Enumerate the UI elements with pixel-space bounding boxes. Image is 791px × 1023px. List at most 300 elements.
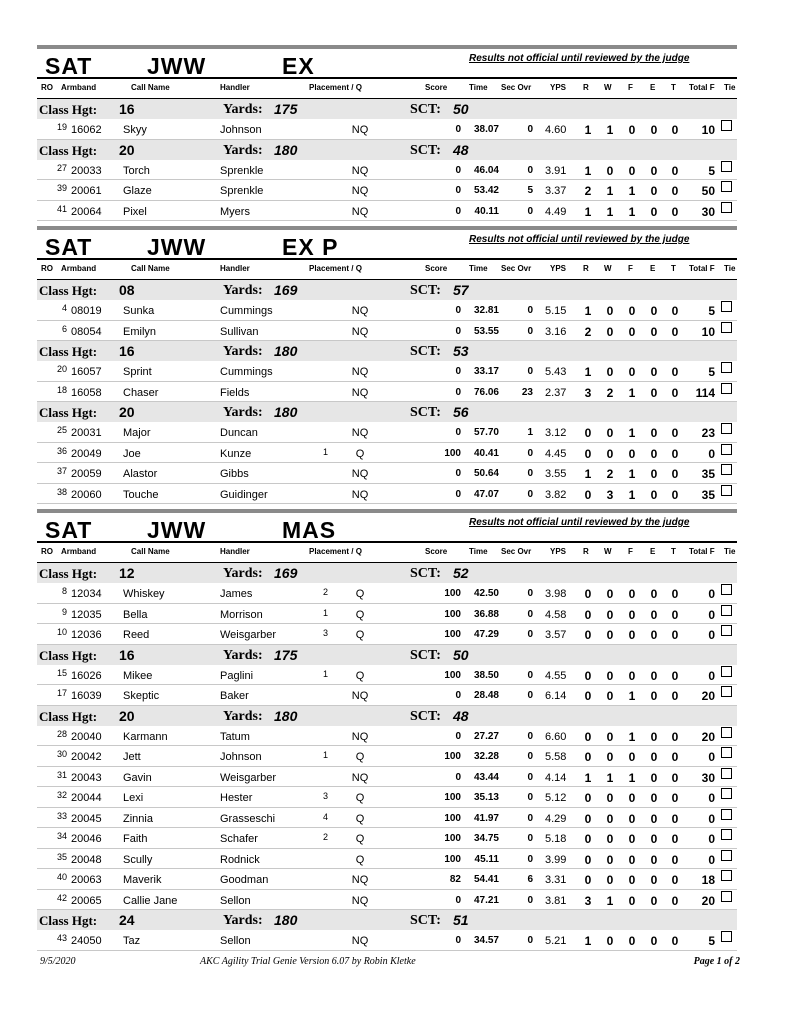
tie-checkbox[interactable]: [721, 747, 732, 758]
seconds-over: 0: [527, 488, 533, 500]
tie-checkbox[interactable]: [721, 584, 732, 595]
armband: 12034: [71, 588, 102, 600]
handler: Hester: [220, 792, 253, 804]
run-order: 42: [56, 892, 67, 903]
class-height-row: [37, 280, 737, 300]
table-faults: 0: [671, 811, 679, 826]
placement: 3: [323, 628, 329, 638]
fault-f: 0: [628, 123, 636, 137]
handler: Weisgarber: [220, 771, 277, 784]
yards-value: 180: [274, 707, 298, 724]
fault-f: 0: [628, 934, 636, 948]
column-header: T: [671, 547, 676, 556]
table-row: [37, 726, 737, 747]
call-name: Touche: [123, 488, 159, 501]
fault-f: 1: [628, 184, 636, 198]
time: 27.27: [473, 730, 499, 742]
qualifying-status: NQ: [351, 124, 369, 136]
yards-per-second: 4.29: [545, 812, 567, 825]
total-faults: 0: [708, 628, 715, 642]
column-header: Time: [469, 547, 488, 556]
handler: Myers: [220, 205, 250, 218]
yards-per-second: 3.37: [545, 185, 567, 197]
sct-value: 50: [453, 101, 469, 117]
column-header: R: [583, 264, 589, 273]
table-row: [37, 624, 737, 645]
fault-f: 0: [628, 852, 636, 867]
refusals: 0: [584, 689, 592, 703]
column-header: Handler: [220, 83, 250, 92]
yards-per-second: 2.37: [545, 386, 567, 399]
tie-checkbox[interactable]: [721, 931, 732, 942]
table-faults: 0: [671, 934, 679, 948]
tie-checkbox[interactable]: [721, 605, 732, 616]
tie-checkbox[interactable]: [721, 464, 732, 475]
yards-label: Yards:: [223, 142, 263, 158]
run-order: 8: [61, 586, 67, 596]
column-header: E: [650, 83, 656, 92]
eliminations: 0: [650, 893, 658, 908]
armband: 16058: [71, 386, 102, 399]
eliminations: 0: [650, 811, 658, 826]
score: 100: [444, 853, 461, 865]
seconds-over: 0: [527, 792, 533, 803]
total-faults: 0: [708, 587, 715, 601]
eliminations: 0: [650, 467, 658, 481]
tie-checkbox[interactable]: [721, 625, 732, 636]
score: 100: [444, 812, 461, 824]
run-order: 15: [56, 667, 67, 678]
class-section: [37, 226, 737, 509]
column-header: Score: [425, 83, 448, 92]
column-header: T: [671, 264, 676, 273]
wrong-courses: 0: [606, 365, 614, 379]
time: 57.70: [473, 427, 499, 438]
run-order: 41: [56, 203, 67, 214]
handler: Grasseschi: [220, 812, 276, 825]
run-order: 6: [61, 323, 67, 334]
footer-version: AKC Agility Trial Genie Version 6.07 by Robin Kletke: [200, 956, 416, 967]
time: 43.44: [473, 771, 499, 783]
score: 100: [444, 792, 461, 803]
column-header: Score: [425, 547, 448, 556]
total-faults: 10: [701, 123, 715, 137]
table-faults: 0: [671, 204, 679, 219]
table-row: [37, 808, 737, 829]
qualifying-status: NQ: [351, 325, 369, 338]
armband: 20059: [71, 468, 102, 480]
class-height-value: 16: [119, 101, 135, 117]
tie-checkbox[interactable]: [721, 301, 732, 312]
score: 0: [455, 366, 461, 377]
tie-checkbox[interactable]: [721, 362, 732, 373]
class-height-row: [37, 341, 737, 361]
tie-checkbox[interactable]: [721, 181, 732, 192]
refusals: 0: [584, 487, 592, 502]
seconds-over: 0: [527, 468, 533, 479]
tie-checkbox[interactable]: [721, 850, 732, 861]
yards-per-second: 4.49: [545, 205, 567, 218]
score: 100: [444, 608, 461, 620]
refusals: 0: [584, 811, 592, 826]
class-name: JWW: [147, 53, 207, 79]
wrong-courses: 1: [606, 893, 614, 908]
class-height-label: Class Hgt:: [39, 344, 98, 359]
yards-per-second: 5.58: [545, 751, 567, 763]
yards-label: Yards:: [223, 647, 263, 663]
class-height-value: 16: [119, 646, 135, 663]
qualifying-status: Q: [355, 669, 365, 682]
fault-f: 0: [628, 668, 636, 683]
seconds-over: 0: [527, 771, 533, 783]
sct-label: SCT:: [410, 913, 441, 928]
column-header: Total F: [689, 547, 715, 556]
eliminations: 0: [650, 324, 658, 339]
armband: 16039: [71, 690, 102, 702]
sct-label: SCT:: [410, 142, 441, 158]
sct-value: 51: [453, 912, 469, 928]
column-header: T: [671, 83, 676, 92]
placement: 2: [323, 587, 329, 597]
tie-checkbox[interactable]: [721, 202, 732, 213]
table-faults: 0: [671, 852, 679, 867]
call-name: Glaze: [123, 185, 152, 197]
armband: 16026: [71, 669, 102, 682]
yards-label: Yards:: [223, 102, 263, 117]
column-header: Placement / Q: [309, 547, 362, 556]
class-height-value: 20: [119, 404, 135, 420]
section-divider: [37, 509, 737, 513]
tie-checkbox[interactable]: [721, 809, 732, 820]
time: 32.28: [473, 751, 499, 762]
run-order: 31: [56, 769, 67, 780]
table-faults: 0: [671, 426, 679, 440]
eliminations: 0: [650, 791, 658, 805]
seconds-over: 1: [527, 427, 533, 438]
refusals: 0: [584, 832, 592, 846]
table-faults: 0: [671, 832, 679, 846]
class-height-label: Class Hgt:: [39, 566, 98, 581]
tie-checkbox[interactable]: [721, 788, 732, 799]
section-header: [37, 515, 737, 541]
qualifying-status: Q: [355, 447, 365, 460]
section-divider: [37, 45, 737, 49]
wrong-courses: 1: [606, 770, 614, 785]
qualifying-status: NQ: [351, 205, 369, 218]
call-name: Mikee: [123, 669, 153, 682]
wrong-courses: 0: [606, 750, 614, 764]
column-header: Armband: [61, 83, 97, 92]
armband: 20042: [71, 751, 102, 763]
armband: 20045: [71, 812, 102, 825]
fault-f: 0: [628, 607, 636, 622]
tie-checkbox[interactable]: [721, 727, 732, 738]
table-row: [37, 180, 737, 201]
handler: Baker: [220, 690, 249, 702]
eliminations: 0: [650, 607, 658, 622]
fault-f: 1: [628, 426, 636, 440]
time: 34.57: [473, 935, 499, 946]
total-faults: 0: [708, 607, 715, 622]
total-faults: 0: [708, 750, 715, 764]
qualifying-status: Q: [355, 792, 365, 804]
armband: 20046: [71, 833, 102, 845]
call-name: Whiskey: [123, 588, 165, 600]
eliminations: 0: [650, 426, 658, 440]
column-header-row: [37, 541, 737, 563]
qualifying-status: NQ: [351, 730, 369, 743]
time: 47.07: [473, 488, 499, 500]
handler: Cummings: [220, 305, 273, 317]
qualifying-status: NQ: [351, 305, 369, 317]
class-height-row: [37, 910, 737, 930]
trial-day: SAT: [45, 53, 93, 79]
time: 40.11: [474, 205, 499, 217]
table-row: [37, 930, 737, 951]
table-row: [37, 484, 737, 505]
fault-f: 0: [628, 324, 636, 339]
score: 0: [455, 185, 461, 196]
class-height-value: 08: [119, 282, 135, 298]
column-header: RO: [41, 83, 53, 92]
wrong-courses: 0: [606, 587, 614, 601]
table-faults: 0: [671, 587, 679, 601]
fault-f: 0: [628, 832, 636, 846]
table-row: [37, 321, 737, 342]
tie-checkbox[interactable]: [721, 383, 732, 394]
class-height-row: [37, 402, 737, 422]
time: 47.29: [473, 629, 499, 640]
handler: Weisgarber: [220, 629, 277, 641]
refusals: 0: [584, 426, 592, 440]
armband: 20064: [71, 205, 102, 218]
class-height-value: 20: [119, 707, 135, 724]
column-header: W: [604, 547, 612, 556]
refusals: 0: [584, 729, 592, 744]
tie-checkbox[interactable]: [721, 768, 732, 779]
call-name: Reed: [123, 629, 150, 641]
fault-f: 1: [628, 467, 636, 481]
table-faults: 0: [671, 365, 679, 379]
class-section: [37, 45, 737, 226]
handler: Sprenkle: [220, 185, 264, 197]
table-row: [37, 300, 737, 321]
handler: Duncan: [220, 427, 258, 439]
column-header: Sec Ovr: [501, 264, 532, 273]
call-name: Skyy: [123, 124, 147, 136]
table-faults: 0: [671, 385, 679, 400]
call-name: Bella: [123, 608, 148, 621]
class-height-label: Class Hgt:: [39, 647, 98, 663]
wrong-courses: 0: [606, 852, 614, 867]
tie-checkbox[interactable]: [721, 891, 732, 902]
armband: 12035: [71, 608, 102, 621]
armband: 12036: [71, 629, 102, 641]
armband: 20065: [71, 894, 102, 907]
eliminations: 0: [650, 487, 658, 502]
class-height-value: 16: [119, 343, 135, 359]
table-faults: 0: [671, 304, 679, 318]
table-faults: 0: [671, 791, 679, 805]
run-order: 9: [61, 606, 67, 617]
yards-value: 180: [274, 404, 298, 420]
fault-f: 1: [628, 729, 636, 744]
placement: 2: [323, 832, 329, 842]
column-header: Time: [469, 264, 488, 273]
table-faults: 0: [671, 487, 679, 502]
tie-checkbox[interactable]: [721, 829, 732, 840]
wrong-courses: 0: [606, 668, 614, 683]
call-name: Joe: [123, 447, 141, 460]
handler: Paglini: [220, 669, 254, 682]
run-order: 20: [56, 364, 67, 374]
wrong-courses: 0: [606, 607, 614, 622]
column-header: Tie: [724, 264, 736, 273]
yards-per-second: 6.60: [545, 730, 567, 743]
tie-checkbox[interactable]: [721, 161, 732, 172]
fault-f: 1: [628, 689, 636, 703]
tie-checkbox[interactable]: [721, 485, 732, 496]
column-header: F: [628, 264, 633, 273]
placement: 1: [323, 607, 329, 618]
seconds-over: 6: [527, 874, 533, 885]
refusals: 0: [584, 873, 592, 887]
refusals: 0: [584, 750, 592, 764]
qualifying-status: NQ: [351, 366, 369, 378]
seconds-over: 23: [521, 386, 533, 398]
class-height-label: Class Hgt:: [39, 102, 98, 117]
table-faults: 0: [671, 750, 679, 764]
run-order: 4: [61, 303, 67, 313]
wrong-courses: 0: [606, 832, 614, 846]
column-header: F: [628, 547, 633, 556]
total-faults: 5: [708, 934, 715, 948]
time: 32.81: [473, 305, 499, 316]
time: 45.11: [474, 853, 499, 865]
call-name: Pixel: [123, 205, 147, 218]
tie-checkbox[interactable]: [721, 686, 732, 697]
results-page: [37, 45, 737, 956]
fault-f: 0: [628, 750, 636, 764]
seconds-over: 0: [527, 812, 533, 824]
yards-per-second: 3.57: [545, 629, 567, 641]
call-name: Chaser: [123, 386, 159, 399]
column-header: Placement / Q: [309, 264, 362, 273]
sct-value: 56: [453, 404, 469, 420]
sct-label: SCT:: [410, 344, 441, 359]
handler: Fields: [220, 386, 250, 399]
yards-per-second: 5.15: [545, 305, 567, 317]
time: 38.07: [473, 124, 499, 135]
seconds-over: 0: [527, 305, 533, 316]
tie-checkbox[interactable]: [721, 120, 732, 131]
run-order: 33: [56, 810, 67, 821]
qualifying-status: NQ: [351, 468, 369, 480]
column-header: R: [583, 547, 589, 556]
page-footer: [40, 956, 740, 970]
total-faults: 18: [701, 873, 715, 887]
wrong-courses: 3: [606, 487, 614, 502]
run-order: 30: [56, 749, 67, 759]
tie-checkbox[interactable]: [721, 444, 732, 455]
total-faults: 114: [695, 385, 715, 400]
tie-checkbox[interactable]: [721, 666, 732, 677]
total-faults: 30: [701, 770, 715, 785]
sct-label: SCT:: [410, 647, 441, 663]
seconds-over: 0: [527, 629, 533, 640]
time: 41.97: [473, 812, 499, 824]
score: 82: [449, 874, 461, 885]
seconds-over: 0: [527, 366, 533, 377]
wrong-courses: 0: [606, 446, 614, 461]
score: 0: [455, 205, 461, 217]
wrong-courses: 0: [606, 324, 614, 339]
seconds-over: 0: [527, 853, 533, 865]
qualifying-status: Q: [355, 812, 365, 825]
wrong-courses: 0: [606, 426, 614, 440]
armband: 20040: [71, 730, 102, 743]
total-faults: 20: [701, 689, 715, 703]
call-name: Faith: [123, 833, 148, 845]
table-row: [37, 828, 737, 849]
yards-per-second: 3.31: [545, 874, 567, 886]
seconds-over: 0: [527, 588, 533, 599]
fault-f: 1: [628, 385, 636, 400]
table-row: [37, 746, 737, 767]
fault-f: 0: [628, 304, 636, 318]
seconds-over: 0: [527, 730, 533, 742]
trial-day: SAT: [45, 234, 93, 260]
refusals: 1: [584, 204, 592, 219]
eliminations: 0: [650, 163, 658, 178]
wrong-courses: 0: [606, 689, 614, 703]
total-faults: 30: [701, 204, 715, 219]
seconds-over: 5: [527, 185, 533, 196]
column-header: Score: [425, 264, 448, 273]
sct-value: 48: [453, 707, 469, 724]
official-results-note: Results not official until reviewed by the judge: [469, 53, 690, 64]
eliminations: 0: [650, 934, 658, 948]
refusals: 0: [584, 668, 592, 683]
total-faults: 23: [701, 426, 715, 440]
eliminations: 0: [650, 689, 658, 703]
eliminations: 0: [650, 365, 658, 379]
tie-checkbox[interactable]: [721, 423, 732, 434]
score: 0: [455, 935, 461, 946]
tie-checkbox[interactable]: [721, 322, 732, 333]
column-header: Sec Ovr: [501, 83, 532, 92]
eliminations: 0: [650, 304, 658, 318]
column-header: Tie: [724, 547, 736, 556]
column-header: Total F: [689, 264, 715, 273]
score: 100: [444, 751, 461, 762]
run-order: 36: [56, 445, 67, 456]
eliminations: 0: [650, 204, 658, 219]
tie-checkbox[interactable]: [721, 870, 732, 881]
yards-value: 175: [274, 646, 298, 663]
footer-date: 9/5/2020: [40, 956, 76, 967]
call-name: Skeptic: [123, 690, 160, 702]
yards-per-second: 3.81: [545, 894, 567, 907]
table-row: [37, 160, 737, 181]
class-height-row: [37, 645, 737, 665]
placement: 4: [323, 811, 329, 822]
qualifying-status: Q: [355, 751, 365, 763]
armband: 20061: [71, 185, 102, 197]
score: 100: [444, 629, 461, 640]
table-row: [37, 685, 737, 706]
armband: 20044: [71, 792, 102, 804]
